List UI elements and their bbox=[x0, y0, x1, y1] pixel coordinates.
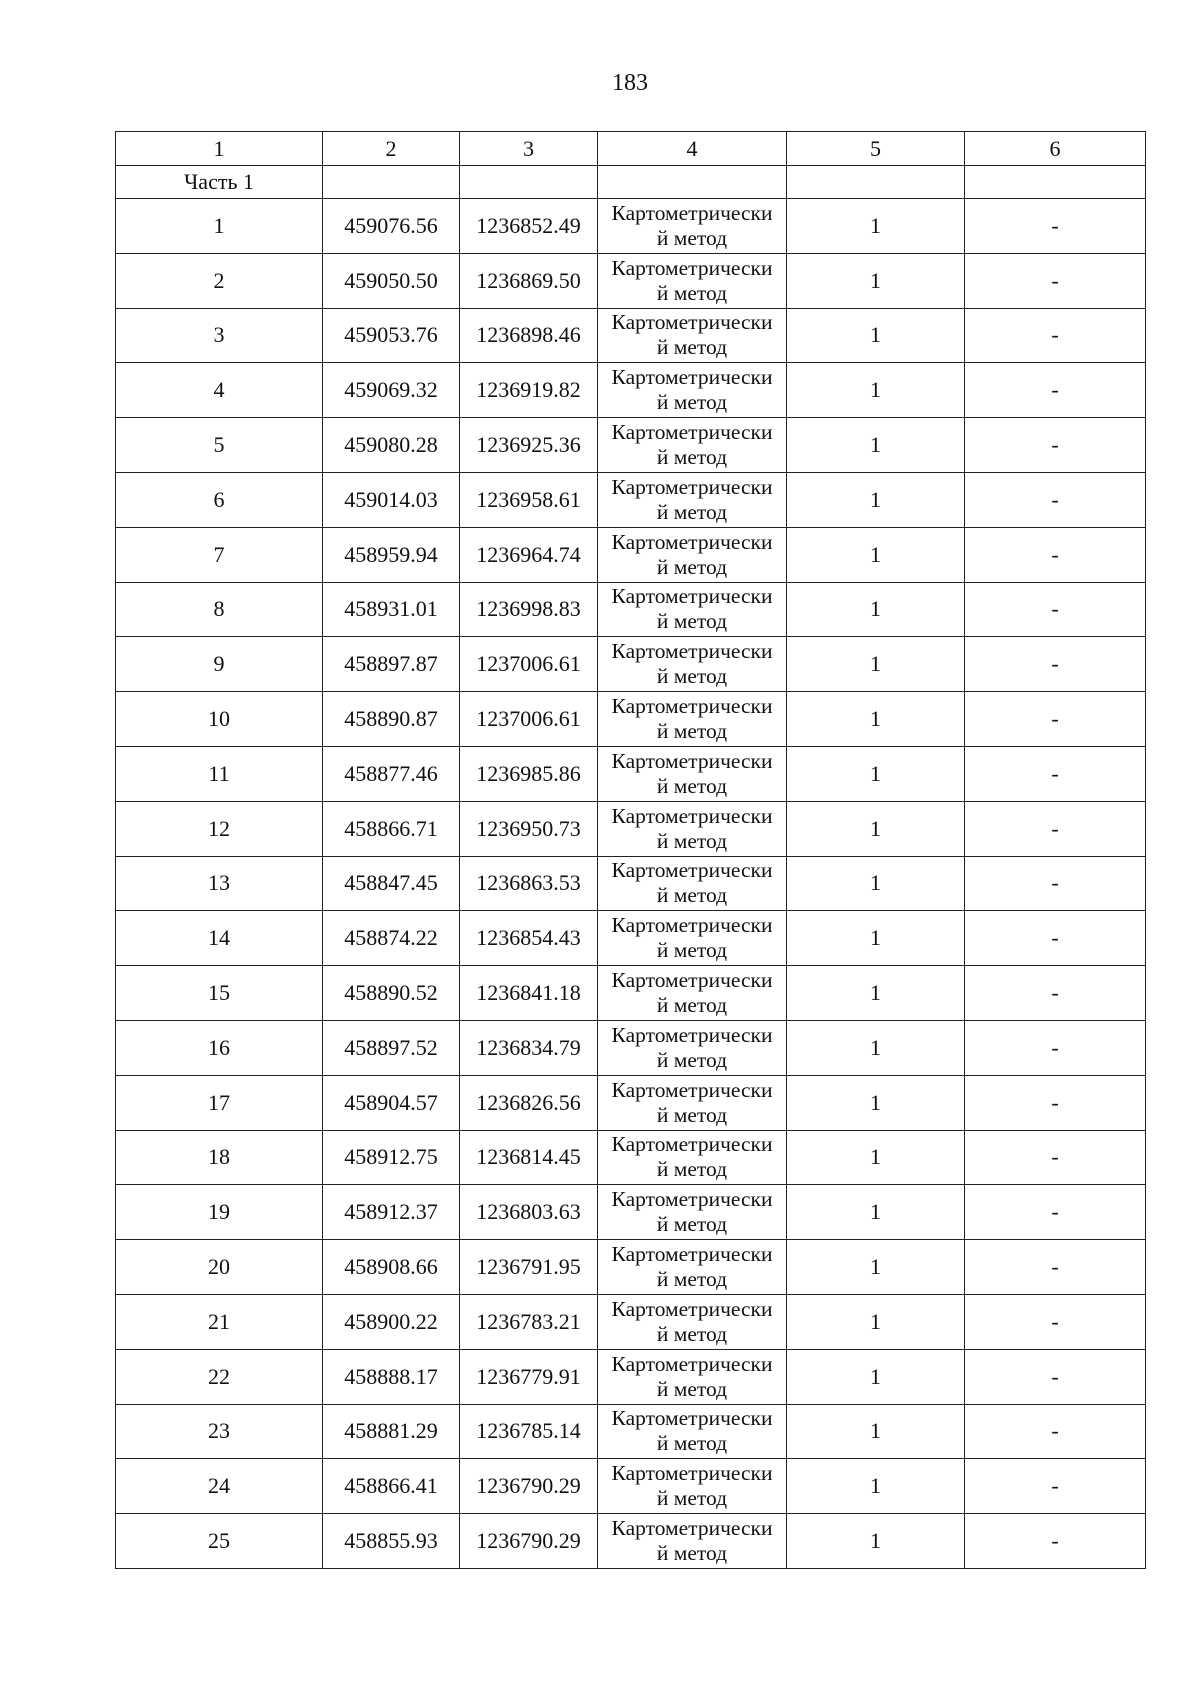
table-row bbox=[116, 582, 1146, 637]
coordinates-table bbox=[115, 131, 1146, 1569]
note-cell: - bbox=[965, 363, 1146, 418]
note-cell: - bbox=[965, 1404, 1146, 1459]
table-row bbox=[116, 692, 1146, 747]
table-row bbox=[116, 1404, 1146, 1459]
table-row bbox=[116, 1185, 1146, 1240]
table-row bbox=[116, 1349, 1146, 1404]
method-line-1: Картометрически bbox=[611, 1077, 773, 1102]
note-cell: - bbox=[965, 253, 1146, 308]
x-coordinate-cell: 459014.03 bbox=[323, 472, 460, 527]
method-line-1: Картометрически bbox=[611, 474, 773, 499]
method-line-1: Картометрически bbox=[611, 639, 773, 664]
accuracy-cell: 1 bbox=[787, 1130, 965, 1185]
method-line-1: Картометрически bbox=[611, 255, 773, 280]
table-row bbox=[116, 253, 1146, 308]
method-line-2: й метод bbox=[656, 280, 728, 305]
accuracy-cell: 1 bbox=[787, 966, 965, 1021]
note-cell: - bbox=[965, 911, 1146, 966]
method-cell bbox=[598, 1240, 787, 1295]
method-line-2: й метод bbox=[656, 335, 728, 360]
x-coordinate-cell: 459076.56 bbox=[323, 199, 460, 254]
method-cell bbox=[598, 253, 787, 308]
method-line-1: Картометрически bbox=[611, 748, 773, 773]
y-coordinate-cell: 1237006.61 bbox=[460, 637, 598, 692]
method-cell bbox=[598, 1075, 787, 1130]
empty-cell bbox=[965, 166, 1146, 199]
table-row bbox=[116, 363, 1146, 418]
method-line-1: Картометрически bbox=[611, 1022, 773, 1047]
method-line-2: й метод bbox=[656, 664, 728, 689]
table-row bbox=[116, 1130, 1146, 1185]
table-row bbox=[116, 746, 1146, 801]
point-number-cell: 11 bbox=[116, 746, 323, 801]
method-cell bbox=[598, 637, 787, 692]
part-row bbox=[116, 166, 1146, 199]
method-line-1: Картометрически bbox=[611, 858, 773, 883]
table-row bbox=[116, 1075, 1146, 1130]
method-cell bbox=[598, 1185, 787, 1240]
method-line-1: Картометрически bbox=[611, 529, 773, 554]
x-coordinate-cell: 458866.71 bbox=[323, 801, 460, 856]
accuracy-cell: 1 bbox=[787, 253, 965, 308]
method-cell bbox=[598, 856, 787, 911]
method-line-1: Картометрически bbox=[611, 803, 773, 828]
note-cell: - bbox=[965, 418, 1146, 473]
y-coordinate-cell: 1236790.29 bbox=[460, 1514, 598, 1569]
note-cell: - bbox=[965, 527, 1146, 582]
method-line-2: й метод bbox=[656, 499, 728, 524]
method-line-2: й метод bbox=[656, 1541, 728, 1566]
method-line-1: Картометрически bbox=[611, 913, 773, 938]
accuracy-cell: 1 bbox=[787, 801, 965, 856]
method-cell bbox=[598, 692, 787, 747]
accuracy-cell: 1 bbox=[787, 527, 965, 582]
method-line-1: Картометрически bbox=[611, 694, 773, 719]
note-cell: - bbox=[965, 692, 1146, 747]
note-cell: - bbox=[965, 801, 1146, 856]
table-row bbox=[116, 1240, 1146, 1295]
y-coordinate-cell: 1236925.36 bbox=[460, 418, 598, 473]
accuracy-cell: 1 bbox=[787, 199, 965, 254]
y-coordinate-cell: 1236852.49 bbox=[460, 199, 598, 254]
table-row bbox=[116, 527, 1146, 582]
table-row bbox=[116, 199, 1146, 254]
table-row bbox=[116, 1459, 1146, 1514]
y-coordinate-cell: 1236998.83 bbox=[460, 582, 598, 637]
method-cell bbox=[598, 966, 787, 1021]
part-label: Часть 1 bbox=[116, 166, 323, 199]
method-cell bbox=[598, 1020, 787, 1075]
point-number-cell: 20 bbox=[116, 1240, 323, 1295]
y-coordinate-cell: 1236814.45 bbox=[460, 1130, 598, 1185]
table-row bbox=[116, 1514, 1146, 1569]
accuracy-cell: 1 bbox=[787, 582, 965, 637]
point-number-cell: 7 bbox=[116, 527, 323, 582]
point-number-cell: 13 bbox=[116, 856, 323, 911]
method-line-2: й метод bbox=[656, 1212, 728, 1237]
x-coordinate-cell: 458874.22 bbox=[323, 911, 460, 966]
x-coordinate-cell: 458931.01 bbox=[323, 582, 460, 637]
y-coordinate-cell: 1236791.95 bbox=[460, 1240, 598, 1295]
x-coordinate-cell: 458890.87 bbox=[323, 692, 460, 747]
x-coordinate-cell: 458900.22 bbox=[323, 1294, 460, 1349]
table-row bbox=[116, 472, 1146, 527]
method-cell bbox=[598, 582, 787, 637]
method-cell bbox=[598, 472, 787, 527]
method-cell bbox=[598, 308, 787, 363]
x-coordinate-cell: 458866.41 bbox=[323, 1459, 460, 1514]
method-line-1: Картометрически bbox=[611, 1351, 773, 1376]
method-line-2: й метод bbox=[656, 938, 728, 963]
accuracy-cell: 1 bbox=[787, 1020, 965, 1075]
x-coordinate-cell: 459080.28 bbox=[323, 418, 460, 473]
note-cell: - bbox=[965, 1514, 1146, 1569]
method-line-2: й метод bbox=[656, 1267, 728, 1292]
y-coordinate-cell: 1236869.50 bbox=[460, 253, 598, 308]
table-row bbox=[116, 1020, 1146, 1075]
point-number-cell: 23 bbox=[116, 1404, 323, 1459]
empty-cell bbox=[460, 166, 598, 199]
method-line-1: Картометрически bbox=[611, 1242, 773, 1267]
x-coordinate-cell: 458912.75 bbox=[323, 1130, 460, 1185]
method-line-2: й метод bbox=[656, 1486, 728, 1511]
method-line-2: й метод bbox=[656, 225, 728, 250]
accuracy-cell: 1 bbox=[787, 692, 965, 747]
method-line-1: Картометрически bbox=[611, 968, 773, 993]
note-cell: - bbox=[965, 1459, 1146, 1514]
header-cell: 2 bbox=[323, 132, 460, 166]
note-cell: - bbox=[965, 1130, 1146, 1185]
method-cell bbox=[598, 1459, 787, 1514]
point-number-cell: 10 bbox=[116, 692, 323, 747]
point-number-cell: 22 bbox=[116, 1349, 323, 1404]
x-coordinate-cell: 458877.46 bbox=[323, 746, 460, 801]
note-cell: - bbox=[965, 1075, 1146, 1130]
accuracy-cell: 1 bbox=[787, 1349, 965, 1404]
point-number-cell: 19 bbox=[116, 1185, 323, 1240]
header-cell: 4 bbox=[598, 132, 787, 166]
point-number-cell: 9 bbox=[116, 637, 323, 692]
note-cell: - bbox=[965, 1294, 1146, 1349]
y-coordinate-cell: 1236790.29 bbox=[460, 1459, 598, 1514]
x-coordinate-cell: 458897.87 bbox=[323, 637, 460, 692]
x-coordinate-cell: 459053.76 bbox=[323, 308, 460, 363]
method-line-2: й метод bbox=[656, 445, 728, 470]
point-number-cell: 24 bbox=[116, 1459, 323, 1514]
x-coordinate-cell: 458959.94 bbox=[323, 527, 460, 582]
method-line-2: й метод bbox=[656, 554, 728, 579]
method-line-1: Картометрически bbox=[611, 365, 773, 390]
method-line-1: Картометрически bbox=[611, 200, 773, 225]
point-number-cell: 21 bbox=[116, 1294, 323, 1349]
y-coordinate-cell: 1236854.43 bbox=[460, 911, 598, 966]
method-line-2: й метод bbox=[656, 1157, 728, 1182]
method-line-2: й метод bbox=[656, 1047, 728, 1072]
method-line-1: Картометрически bbox=[611, 310, 773, 335]
method-line-1: Картометрически bbox=[611, 1132, 773, 1157]
note-cell: - bbox=[965, 1185, 1146, 1240]
table-body bbox=[116, 132, 1146, 1569]
note-cell: - bbox=[965, 966, 1146, 1021]
header-row bbox=[116, 132, 1146, 166]
accuracy-cell: 1 bbox=[787, 1294, 965, 1349]
method-line-2: й метод bbox=[656, 993, 728, 1018]
point-number-cell: 14 bbox=[116, 911, 323, 966]
point-number-cell: 12 bbox=[116, 801, 323, 856]
point-number-cell: 15 bbox=[116, 966, 323, 1021]
point-number-cell: 18 bbox=[116, 1130, 323, 1185]
method-line-1: Картометрически bbox=[611, 1296, 773, 1321]
x-coordinate-cell: 458908.66 bbox=[323, 1240, 460, 1295]
point-number-cell: 25 bbox=[116, 1514, 323, 1569]
y-coordinate-cell: 1236964.74 bbox=[460, 527, 598, 582]
point-number-cell: 3 bbox=[116, 308, 323, 363]
method-line-1: Картометрически bbox=[611, 1516, 773, 1541]
method-line-2: й метод bbox=[656, 390, 728, 415]
empty-cell bbox=[598, 166, 787, 199]
x-coordinate-cell: 458890.52 bbox=[323, 966, 460, 1021]
method-cell bbox=[598, 1294, 787, 1349]
x-coordinate-cell: 458897.52 bbox=[323, 1020, 460, 1075]
y-coordinate-cell: 1236779.91 bbox=[460, 1349, 598, 1404]
note-cell: - bbox=[965, 856, 1146, 911]
method-line-2: й метод bbox=[656, 1431, 728, 1456]
method-line-2: й метод bbox=[656, 883, 728, 908]
method-cell bbox=[598, 199, 787, 254]
accuracy-cell: 1 bbox=[787, 418, 965, 473]
x-coordinate-cell: 459069.32 bbox=[323, 363, 460, 418]
x-coordinate-cell: 458855.93 bbox=[323, 1514, 460, 1569]
method-cell bbox=[598, 418, 787, 473]
accuracy-cell: 1 bbox=[787, 1459, 965, 1514]
y-coordinate-cell: 1236785.14 bbox=[460, 1404, 598, 1459]
method-line-2: й метод bbox=[656, 828, 728, 853]
accuracy-cell: 1 bbox=[787, 1185, 965, 1240]
point-number-cell: 8 bbox=[116, 582, 323, 637]
empty-cell bbox=[323, 166, 460, 199]
table-row bbox=[116, 911, 1146, 966]
empty-cell bbox=[787, 166, 965, 199]
method-cell bbox=[598, 801, 787, 856]
method-cell bbox=[598, 527, 787, 582]
method-cell bbox=[598, 746, 787, 801]
table-row bbox=[116, 418, 1146, 473]
header-cell: 5 bbox=[787, 132, 965, 166]
header-cell: 1 bbox=[116, 132, 323, 166]
table-row bbox=[116, 966, 1146, 1021]
x-coordinate-cell: 458904.57 bbox=[323, 1075, 460, 1130]
method-line-2: й метод bbox=[656, 719, 728, 744]
table-row bbox=[116, 637, 1146, 692]
accuracy-cell: 1 bbox=[787, 1075, 965, 1130]
method-line-1: Картометрически bbox=[611, 420, 773, 445]
page-number: 183 bbox=[612, 70, 648, 96]
point-number-cell: 6 bbox=[116, 472, 323, 527]
method-line-1: Картометрически bbox=[611, 1406, 773, 1431]
accuracy-cell: 1 bbox=[787, 1404, 965, 1459]
note-cell: - bbox=[965, 1020, 1146, 1075]
method-cell bbox=[598, 1404, 787, 1459]
note-cell: - bbox=[965, 637, 1146, 692]
header-cell: 3 bbox=[460, 132, 598, 166]
header-cell: 6 bbox=[965, 132, 1146, 166]
accuracy-cell: 1 bbox=[787, 911, 965, 966]
method-cell bbox=[598, 1514, 787, 1569]
note-cell: - bbox=[965, 308, 1146, 363]
accuracy-cell: 1 bbox=[787, 308, 965, 363]
note-cell: - bbox=[965, 1240, 1146, 1295]
x-coordinate-cell: 458912.37 bbox=[323, 1185, 460, 1240]
y-coordinate-cell: 1236985.86 bbox=[460, 746, 598, 801]
x-coordinate-cell: 458888.17 bbox=[323, 1349, 460, 1404]
method-line-1: Картометрически bbox=[611, 584, 773, 609]
y-coordinate-cell: 1236841.18 bbox=[460, 966, 598, 1021]
method-line-1: Картометрически bbox=[611, 1187, 773, 1212]
note-cell: - bbox=[965, 582, 1146, 637]
method-cell bbox=[598, 1349, 787, 1404]
note-cell: - bbox=[965, 746, 1146, 801]
point-number-cell: 1 bbox=[116, 199, 323, 254]
point-number-cell: 2 bbox=[116, 253, 323, 308]
accuracy-cell: 1 bbox=[787, 746, 965, 801]
x-coordinate-cell: 458847.45 bbox=[323, 856, 460, 911]
y-coordinate-cell: 1236826.56 bbox=[460, 1075, 598, 1130]
method-line-2: й метод bbox=[656, 1321, 728, 1346]
y-coordinate-cell: 1236919.82 bbox=[460, 363, 598, 418]
y-coordinate-cell: 1237006.61 bbox=[460, 692, 598, 747]
note-cell: - bbox=[965, 199, 1146, 254]
point-number-cell: 17 bbox=[116, 1075, 323, 1130]
y-coordinate-cell: 1236863.53 bbox=[460, 856, 598, 911]
method-line-2: й метод bbox=[656, 609, 728, 634]
note-cell: - bbox=[965, 1349, 1146, 1404]
note-cell: - bbox=[965, 472, 1146, 527]
x-coordinate-cell: 458881.29 bbox=[323, 1404, 460, 1459]
table-row bbox=[116, 308, 1146, 363]
accuracy-cell: 1 bbox=[787, 363, 965, 418]
table-row bbox=[116, 1294, 1146, 1349]
y-coordinate-cell: 1236834.79 bbox=[460, 1020, 598, 1075]
table-row bbox=[116, 856, 1146, 911]
method-cell bbox=[598, 911, 787, 966]
point-number-cell: 4 bbox=[116, 363, 323, 418]
method-line-1: Картометрически bbox=[611, 1461, 773, 1486]
y-coordinate-cell: 1236950.73 bbox=[460, 801, 598, 856]
y-coordinate-cell: 1236803.63 bbox=[460, 1185, 598, 1240]
y-coordinate-cell: 1236783.21 bbox=[460, 1294, 598, 1349]
accuracy-cell: 1 bbox=[787, 1240, 965, 1295]
method-line-2: й метод bbox=[656, 1102, 728, 1127]
method-cell bbox=[598, 1130, 787, 1185]
x-coordinate-cell: 459050.50 bbox=[323, 253, 460, 308]
method-line-2: й метод bbox=[656, 773, 728, 798]
accuracy-cell: 1 bbox=[787, 856, 965, 911]
point-number-cell: 16 bbox=[116, 1020, 323, 1075]
method-line-2: й метод bbox=[656, 1376, 728, 1401]
accuracy-cell: 1 bbox=[787, 1514, 965, 1569]
point-number-cell: 5 bbox=[116, 418, 323, 473]
table-row bbox=[116, 801, 1146, 856]
y-coordinate-cell: 1236898.46 bbox=[460, 308, 598, 363]
accuracy-cell: 1 bbox=[787, 472, 965, 527]
y-coordinate-cell: 1236958.61 bbox=[460, 472, 598, 527]
method-cell bbox=[598, 363, 787, 418]
accuracy-cell: 1 bbox=[787, 637, 965, 692]
